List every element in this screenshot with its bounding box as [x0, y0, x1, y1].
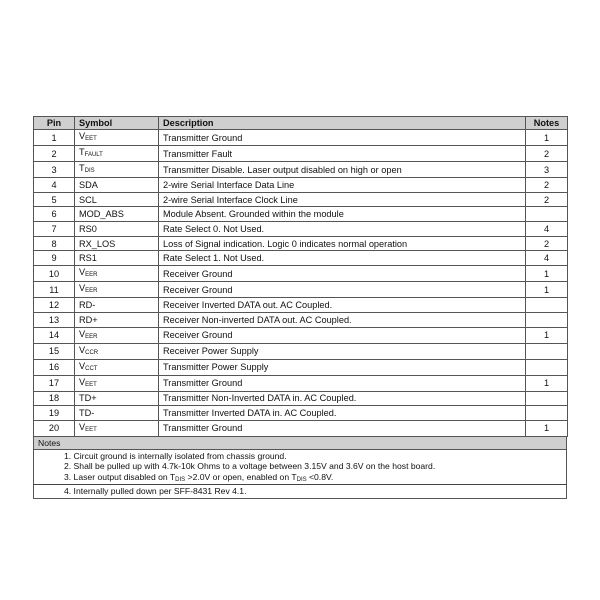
pin-note-ref: 1: [526, 375, 568, 391]
table-row: [34, 298, 568, 313]
pin-symbol: [75, 192, 159, 207]
symbol-subscript: DIS: [84, 168, 95, 174]
pin-note-ref: [526, 391, 568, 406]
symbol-main: RD+: [79, 314, 98, 325]
table-row: [34, 375, 568, 391]
symbol-subscript: CCR: [85, 349, 99, 356]
pin-note-ref: 1: [526, 420, 568, 436]
pin-description: Receiver Power Supply: [159, 343, 526, 359]
symbol-main: RD-: [79, 299, 96, 310]
pin-note-ref: 2: [526, 178, 568, 193]
pin-number: 5: [34, 192, 75, 207]
pin-description: Loss of Signal indication. Logic 0 indicates normal operation: [159, 236, 526, 251]
symbol-main: V: [79, 283, 86, 294]
pin-definition-table: [33, 116, 568, 437]
pin-symbol: [75, 146, 159, 162]
note-3-part-a: 3. Laser output disabled on T: [64, 472, 176, 483]
pin-description: Transmitter Ground: [159, 420, 526, 436]
pin-number: 9: [34, 251, 75, 266]
symbol-subscript: CCT: [85, 365, 98, 372]
pin-symbol: [75, 312, 159, 327]
pin-description: Module Absent. Grounded within the module: [159, 207, 526, 222]
header-notes: Notes: [526, 117, 568, 130]
table-row: [34, 312, 568, 327]
pin-note-ref: [526, 312, 568, 327]
table-row: [34, 251, 568, 266]
header-pin: Pin: [34, 117, 75, 130]
pin-note-ref: 1: [526, 266, 568, 282]
table-row: [34, 266, 568, 282]
pin-symbol: [75, 391, 159, 406]
table-row: [34, 406, 568, 421]
table-row: [34, 162, 568, 178]
pin-description: Receiver Non-inverted DATA out. AC Coupled.: [159, 312, 526, 327]
table-row: [34, 343, 568, 359]
table-row: [34, 207, 568, 222]
pin-symbol: [75, 420, 159, 436]
header-description: Description: [159, 117, 526, 130]
pin-number: 16: [34, 359, 75, 375]
table-row: [34, 192, 568, 207]
pin-note-ref: [526, 359, 568, 375]
symbol-main: V: [79, 131, 86, 141]
table-header-row: [34, 117, 568, 130]
pin-number: 18: [34, 391, 75, 406]
pin-number: 12: [34, 298, 75, 313]
symbol-main: V: [79, 344, 86, 355]
symbol-main: T: [79, 147, 85, 157]
pin-definition-document: [33, 116, 567, 499]
pin-description: Transmitter Ground: [159, 130, 526, 146]
table-row: [34, 359, 568, 375]
symbol-main: SCL: [79, 194, 97, 205]
pin-note-ref: 2: [526, 236, 568, 251]
pin-description: Receiver Ground: [159, 327, 526, 343]
note-3-sub-2: DIS: [296, 477, 307, 484]
pin-description: Receiver Ground: [159, 282, 526, 298]
note-3-part-c: <0.8V.: [306, 472, 334, 483]
bottom-divider: [33, 484, 567, 485]
pin-symbol: [75, 282, 159, 298]
pin-symbol: [75, 406, 159, 421]
pin-note-ref: 2: [526, 192, 568, 207]
symbol-main: V: [79, 421, 86, 432]
symbol-main: TD+: [79, 393, 97, 404]
pin-description: Transmitter Inverted DATA in. AC Coupled.: [159, 406, 526, 421]
symbol-main: TD-: [79, 408, 95, 419]
note-2: 2. Shall be pulled up with 4.7k-10k Ohms to a voltage between 3.15V and 3.6V on the host board.: [64, 461, 436, 472]
symbol-subscript: EER: [85, 333, 98, 340]
pin-number: 2: [34, 146, 75, 162]
table-row: [34, 130, 568, 146]
pin-description: Rate Select 0. Not Used.: [159, 222, 526, 237]
symbol-subscript: EET: [85, 381, 97, 388]
pin-symbol: [75, 266, 159, 282]
note-3-sub-1: DIS: [175, 477, 186, 484]
symbol-main: SDA: [79, 179, 98, 190]
symbol-subscript: EER: [85, 288, 98, 295]
pin-note-ref: 1: [526, 327, 568, 343]
pin-symbol: [75, 222, 159, 237]
symbol-main: RS1: [79, 253, 97, 264]
symbol-main: RX_LOS: [79, 238, 116, 249]
pin-note-ref: 1: [526, 282, 568, 298]
table-row: [34, 420, 568, 436]
note-1: 1. Circuit ground is internally isolated from chassis ground.: [64, 450, 287, 461]
symbol-main: T: [79, 163, 85, 173]
notes-list: [34, 450, 566, 498]
pin-number: 10: [34, 266, 75, 282]
pin-number: 19: [34, 406, 75, 421]
pin-description: 2-wire Serial Interface Clock Line: [159, 192, 526, 207]
pin-note-ref: [526, 406, 568, 421]
pin-description: Rate Select 1. Not Used.: [159, 251, 526, 266]
pin-description: Transmitter Non-Inverted DATA in. AC Coupled.: [159, 391, 526, 406]
pin-number: 17: [34, 375, 75, 391]
pin-number: 13: [34, 312, 75, 327]
pin-number: 11: [34, 282, 75, 298]
pin-symbol: [75, 298, 159, 313]
table-row: [34, 327, 568, 343]
pin-symbol: [75, 375, 159, 391]
pin-number: 3: [34, 162, 75, 178]
pin-symbol: [75, 178, 159, 193]
pin-note-ref: 4: [526, 251, 568, 266]
symbol-main: V: [79, 376, 86, 387]
pin-symbol: [75, 327, 159, 343]
pin-note-ref: 4: [526, 222, 568, 237]
pin-symbol: [75, 343, 159, 359]
table-row: [34, 282, 568, 298]
note-3-part-b: >2.0V or open, enabled on T: [185, 472, 297, 483]
symbol-main: V: [79, 360, 86, 371]
pin-note-ref: 2: [526, 146, 568, 162]
pin-symbol: [75, 130, 159, 146]
pin-symbol: [75, 207, 159, 222]
pin-number: 8: [34, 236, 75, 251]
symbol-subscript: EET: [85, 136, 97, 142]
pin-note-ref: [526, 207, 568, 222]
table-row: [34, 222, 568, 237]
pin-description: Transmitter Ground: [159, 375, 526, 391]
table-row: [34, 391, 568, 406]
notes-section: [33, 437, 567, 499]
pin-note-ref: [526, 298, 568, 313]
table-row: [34, 178, 568, 193]
pin-description: Transmitter Fault: [159, 146, 526, 162]
symbol-subscript: FAULT: [84, 152, 103, 158]
pin-number: 20: [34, 420, 75, 436]
pin-symbol: [75, 359, 159, 375]
symbol-main: RS0: [79, 223, 97, 234]
symbol-main: V: [79, 328, 86, 339]
pin-symbol: [75, 251, 159, 266]
header-symbol: Symbol: [75, 117, 159, 130]
pin-symbol: [75, 162, 159, 178]
pin-note-ref: 1: [526, 130, 568, 146]
pin-number: 14: [34, 327, 75, 343]
notes-title: Notes: [34, 437, 566, 450]
pin-description: Receiver Ground: [159, 266, 526, 282]
table-row: [34, 236, 568, 251]
pin-description: Transmitter Disable. Laser output disabled on high or open: [159, 162, 526, 178]
note-4: 4. Internally pulled down per SFF-8431 Rev 4.1.: [64, 485, 247, 496]
symbol-subscript: EER: [85, 272, 98, 279]
pin-number: 7: [34, 222, 75, 237]
table-row: [34, 146, 568, 162]
pin-symbol: [75, 236, 159, 251]
pin-number: 4: [34, 178, 75, 193]
pin-rows: [34, 130, 568, 437]
pin-description: Receiver Inverted DATA out. AC Coupled.: [159, 298, 526, 313]
pin-number: 6: [34, 207, 75, 222]
pin-number: 1: [34, 130, 75, 146]
pin-description: 2-wire Serial Interface Data Line: [159, 178, 526, 193]
symbol-subscript: EET: [85, 426, 97, 433]
pin-number: 15: [34, 343, 75, 359]
pin-description: Transmitter Power Supply: [159, 359, 526, 375]
symbol-main: MOD_ABS: [79, 209, 124, 220]
pin-note-ref: 3: [526, 162, 568, 178]
pin-note-ref: [526, 343, 568, 359]
symbol-main: V: [79, 267, 86, 278]
